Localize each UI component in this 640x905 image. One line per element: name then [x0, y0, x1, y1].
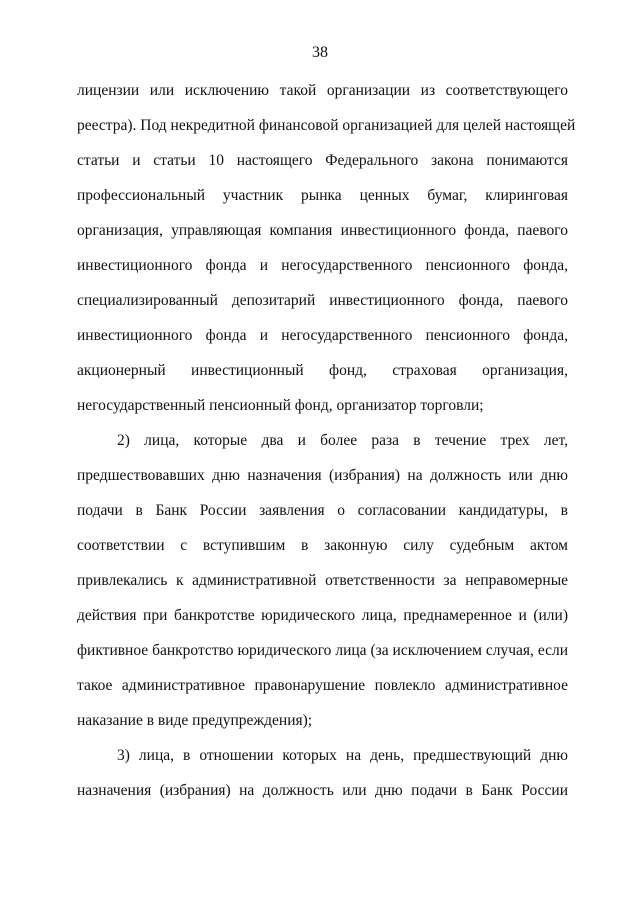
text-line: 2) лица, которые два и более раза в течение трех лет, [117, 432, 568, 449]
text-line: акционерный инвестиционный фонд, страховая организация, [77, 362, 568, 379]
text-line: такое административное правонарушение повлекло административное [77, 677, 568, 694]
page-number: 38 [312, 44, 328, 61]
text-line: статьи и статьи 10 настоящего Федерального закона понимаются [77, 152, 568, 169]
text-line: 3) лица, в отношении которых на день, предшествующий дню [117, 747, 568, 764]
document-body [77, 80, 576, 815]
text-line: привлекались к административной ответственности за неправомерные [77, 572, 568, 589]
text-line: специализированный депозитарий инвестиционного фонда, паевого [77, 292, 568, 309]
text-line: реестра). Под некредитной финансовой организацией для целей настоящей [77, 117, 576, 134]
text-line: наказание в виде предупреждения); [77, 712, 313, 729]
paragraph-1 [77, 80, 576, 430]
text-line: инвестиционного фонда и негосударственного пенсионного фонда, [77, 327, 568, 344]
text-line: профессиональный участник рынка ценных бумаг, клиринговая [77, 187, 568, 204]
text-line: инвестиционного фонда и негосударственного пенсионного фонда, [77, 257, 568, 274]
text-line: соответствии с вступившим в законную силу судебным актом [77, 537, 568, 554]
text-line: лицензии или исключению такой организации из соответствующего [77, 82, 568, 99]
text-line: предшествовавших дню назначения (избрания) на должность или дню [77, 467, 568, 484]
text-line: действия при банкротстве юридического лица, преднамеренное и (или) [77, 607, 568, 624]
text-line: фиктивное банкротство юридического лица (за исключением случая, если [77, 642, 568, 659]
paragraph-3 [77, 745, 568, 815]
paragraph-2 [77, 430, 568, 745]
text-line: подачи в Банк России заявления о согласовании кандидатуры, в [77, 502, 568, 519]
text-line: назначения (избрания) на должность или дню подачи в Банк России [77, 782, 568, 799]
text-line: организация, управляющая компания инвестиционного фонда, паевого [77, 222, 568, 239]
text-line: негосударственный пенсионный фонд, организатор торговли; [77, 397, 484, 414]
